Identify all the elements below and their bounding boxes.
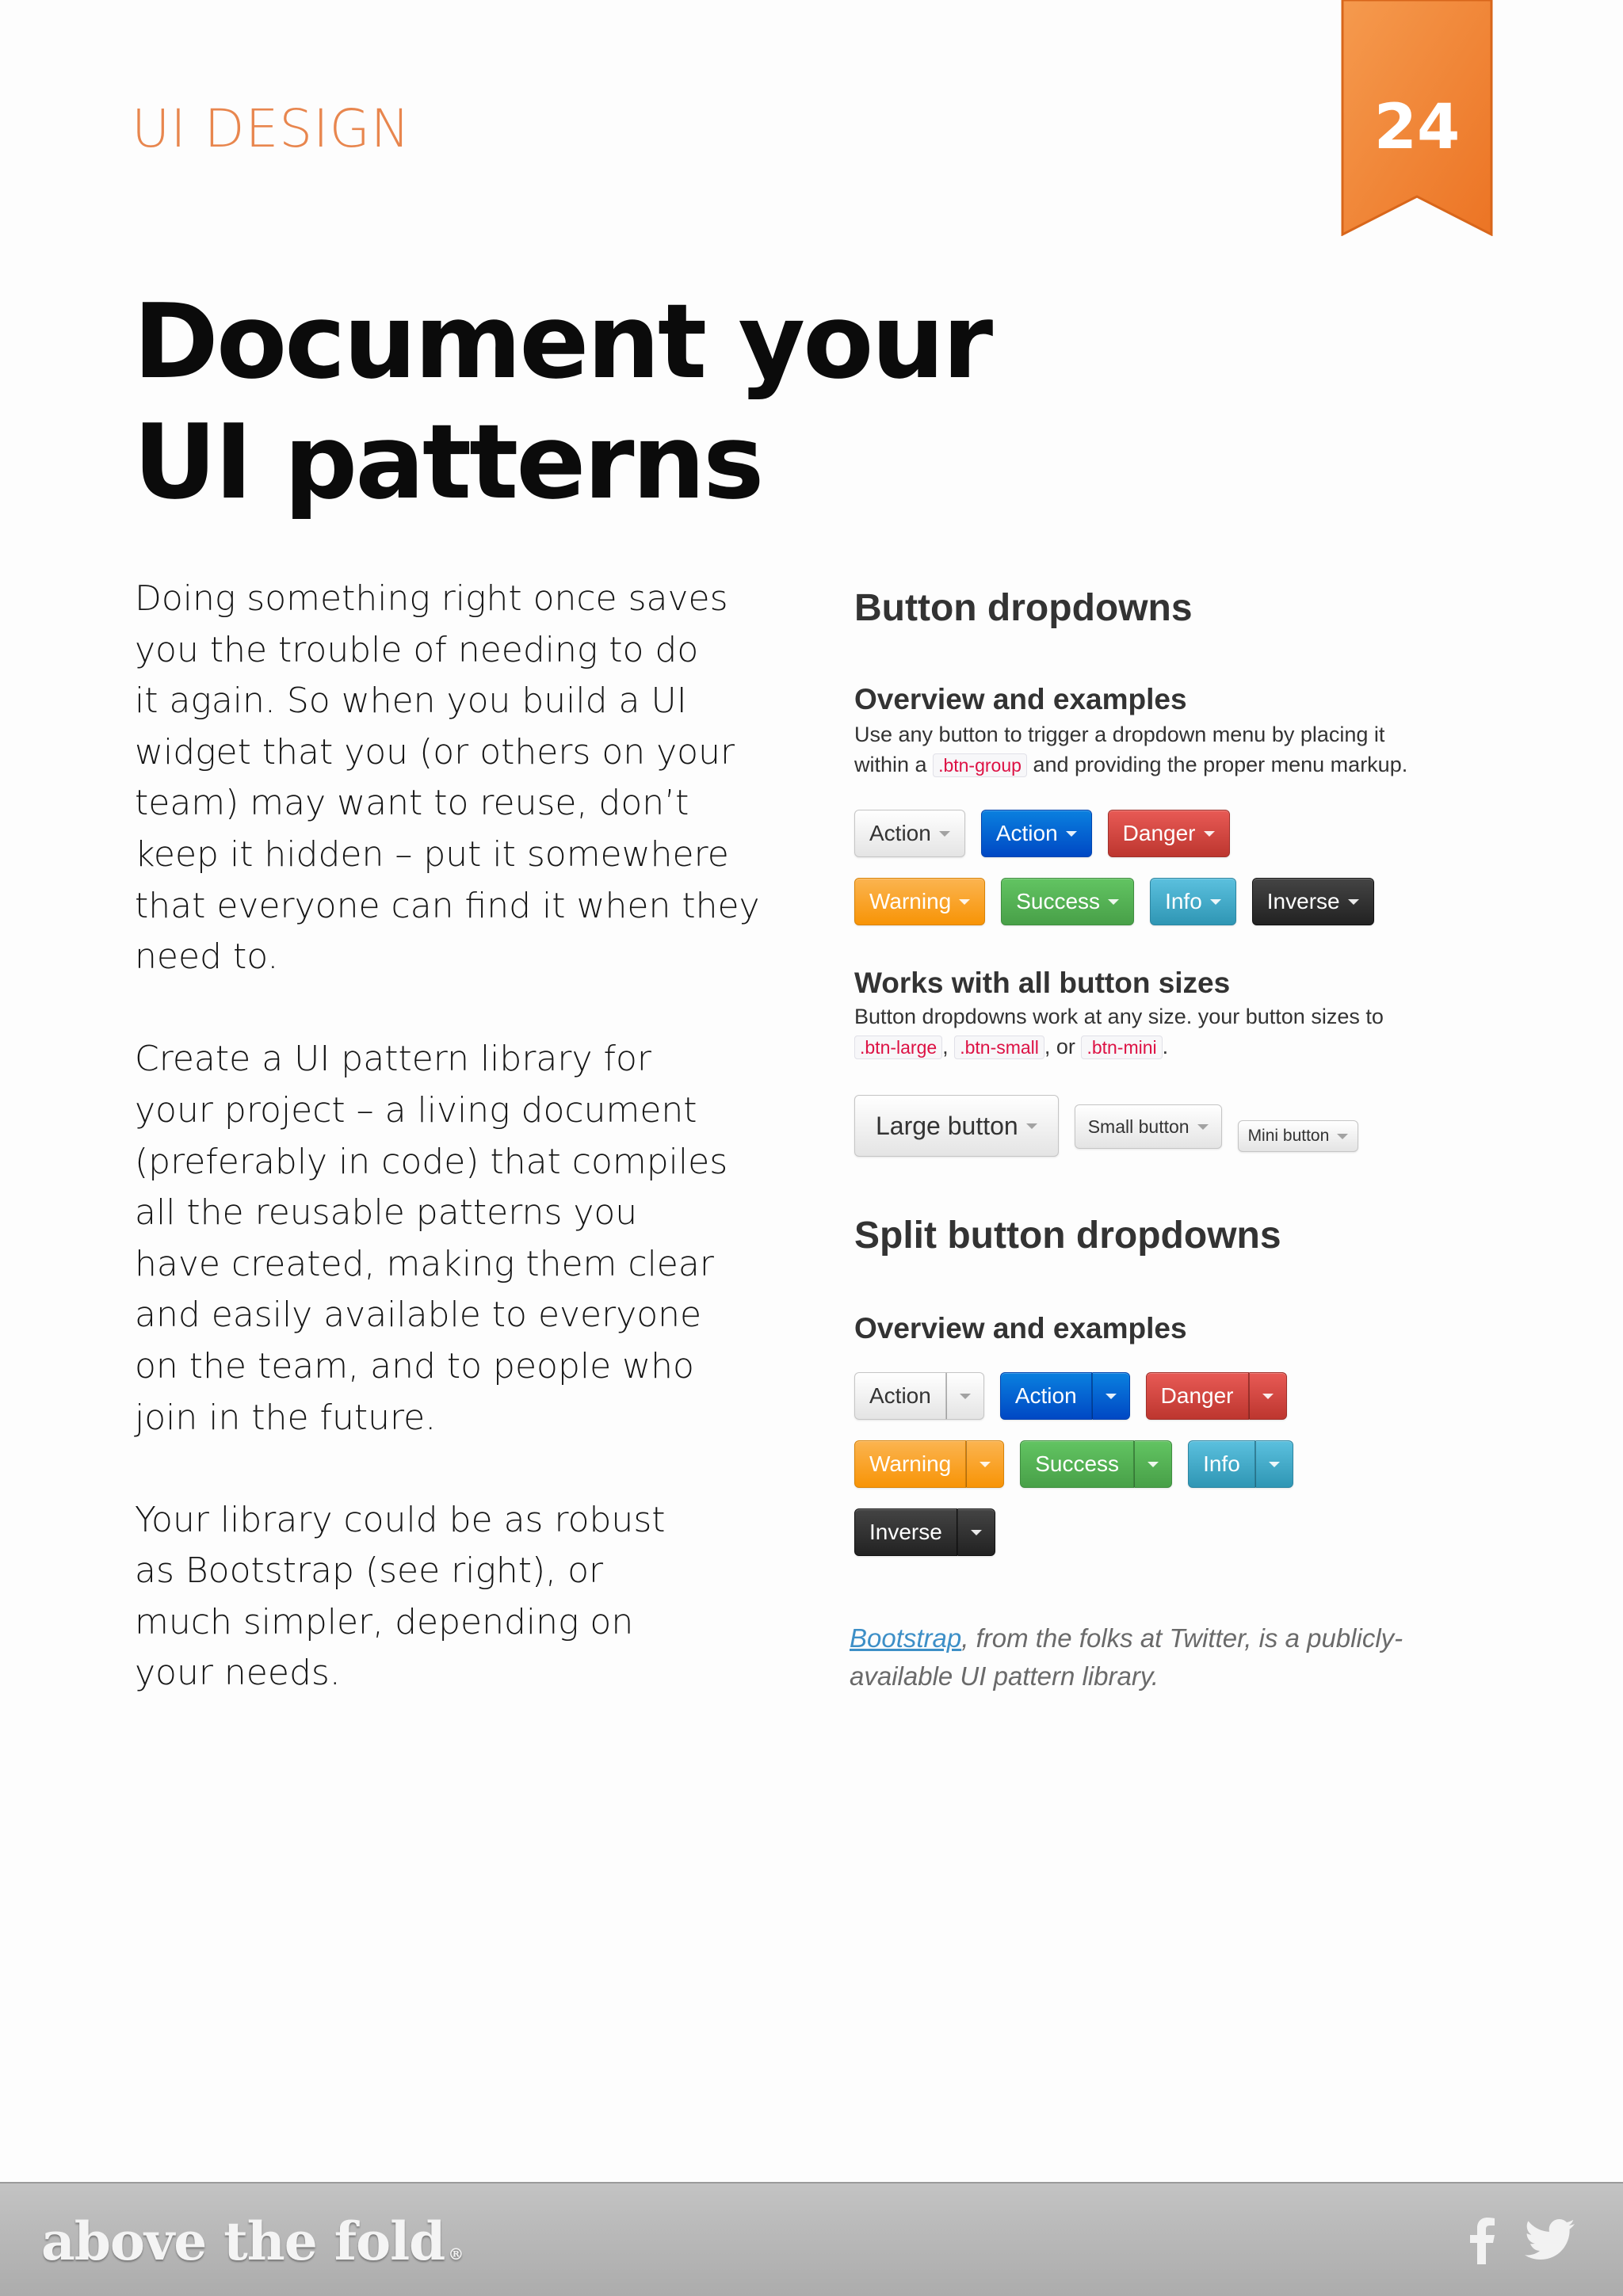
page-number-ribbon xyxy=(1341,0,1493,236)
button-label: Large button xyxy=(876,1111,1018,1140)
desc-line: Use any button to trigger a dropdown menu by placing it xyxy=(854,723,1385,746)
warning-dropdown-button[interactable] xyxy=(854,878,985,925)
caption-line: available UI pattern library. xyxy=(850,1661,1159,1691)
text-line: as Bootstrap (see right), or xyxy=(135,1550,604,1592)
logo-text: above the fold xyxy=(41,2210,445,2272)
desc-line: Button dropdowns work at any size. your button sizes to xyxy=(854,1005,1384,1028)
split-inverse-main[interactable]: Inverse xyxy=(854,1508,957,1556)
inverse-dropdown-button[interactable] xyxy=(1252,878,1374,925)
text-line: you the trouble of needing to do xyxy=(135,629,699,670)
caret-down-icon xyxy=(1106,1394,1117,1399)
page-title-line: UI patterns xyxy=(133,402,762,522)
action-primary-dropdown-button[interactable] xyxy=(981,810,1092,857)
desc-text: and providing the proper menu markup. xyxy=(1033,753,1408,776)
small-dropdown-button[interactable] xyxy=(1075,1104,1222,1149)
footer-logo xyxy=(41,2210,464,2272)
caret-down-icon xyxy=(1066,831,1077,837)
caption-line xyxy=(850,1619,1531,1657)
caret-down-icon xyxy=(1269,1462,1280,1467)
action-dropdown-button[interactable] xyxy=(854,810,965,857)
button-label: Small button xyxy=(1087,1116,1190,1137)
bootstrap-link[interactable]: Bootstrap xyxy=(850,1623,962,1653)
text-line: on the team, and to people who xyxy=(135,1345,694,1386)
caret-down-icon xyxy=(960,1394,971,1399)
text-line: all the reusable patterns you xyxy=(135,1192,638,1234)
text-line: have created, making them clear xyxy=(135,1243,714,1284)
sizes-description xyxy=(854,1001,1384,1062)
split-row-2 xyxy=(854,1440,1309,1488)
overview-heading: Overview and examples xyxy=(854,683,1187,715)
mini-dropdown-button[interactable] xyxy=(1238,1120,1359,1152)
info-dropdown-button[interactable] xyxy=(1150,878,1236,925)
desc-text: within a xyxy=(854,753,927,776)
size-buttons-row xyxy=(854,1095,1374,1157)
success-dropdown-button[interactable] xyxy=(1001,878,1134,925)
code-btn-group: .btn-group xyxy=(933,753,1027,777)
desc-text: . xyxy=(1162,1035,1169,1058)
caret-down-icon xyxy=(980,1462,991,1467)
caret-down-icon xyxy=(971,1530,982,1535)
caret-down-icon xyxy=(1204,831,1215,837)
split-primary-button xyxy=(1000,1372,1130,1420)
split-inverse-button xyxy=(854,1508,995,1556)
button-label: Action xyxy=(869,821,931,845)
facebook-icon[interactable] xyxy=(1468,2217,1496,2264)
text-line: Doing something right once saves xyxy=(135,578,728,619)
twitter-bird-icon[interactable] xyxy=(1525,2217,1575,2264)
button-label: Info xyxy=(1165,889,1202,913)
text-line: keep it hidden – put it somewhere xyxy=(135,833,729,875)
danger-dropdown-button[interactable] xyxy=(1108,810,1230,857)
text-line: and easily available to everyone xyxy=(135,1295,702,1336)
button-label: Inverse xyxy=(1266,889,1340,913)
split-dropdowns-heading: Split button dropdowns xyxy=(854,1215,1281,1257)
split-action-toggle[interactable] xyxy=(946,1372,984,1420)
footer-bar xyxy=(0,2182,1623,2296)
split-danger-button xyxy=(1146,1372,1287,1420)
text-line: much simpler, depending on xyxy=(135,1601,634,1642)
split-success-main[interactable]: Success xyxy=(1020,1440,1134,1488)
figure-caption xyxy=(850,1619,1531,1695)
text-line: need to. xyxy=(135,936,279,978)
section-label: UI DESIGN xyxy=(132,98,411,159)
text-line: that everyone can find it when they xyxy=(135,885,760,926)
caret-down-icon xyxy=(1262,1394,1274,1399)
button-label: Mini button xyxy=(1247,1127,1330,1145)
text-line: (preferably in code) that compiles xyxy=(135,1141,728,1182)
split-info-button xyxy=(1188,1440,1293,1488)
split-primary-toggle[interactable] xyxy=(1092,1372,1130,1420)
dropdown-row-1 xyxy=(854,810,1246,857)
split-primary-main[interactable]: Action xyxy=(1000,1372,1092,1420)
button-label: Warning xyxy=(869,889,952,913)
button-dropdowns-heading: Button dropdowns xyxy=(854,587,1193,629)
text-line: your needs. xyxy=(135,1653,341,1694)
caret-down-icon xyxy=(1026,1123,1037,1129)
caret-down-icon xyxy=(1210,899,1221,905)
page-title xyxy=(133,281,991,522)
split-inverse-toggle[interactable] xyxy=(957,1508,995,1556)
split-overview-heading: Overview and examples xyxy=(854,1312,1187,1344)
desc-text: , or xyxy=(1044,1035,1075,1058)
split-success-button xyxy=(1020,1440,1172,1488)
button-label: Danger xyxy=(1122,821,1196,845)
button-label: Action xyxy=(995,821,1058,845)
text-line: join in the future. xyxy=(135,1397,437,1438)
caret-down-icon xyxy=(959,899,970,905)
dropdown-row-2 xyxy=(854,878,1390,925)
body-text xyxy=(135,574,785,1751)
caret-down-icon xyxy=(1348,899,1359,905)
split-row-1 xyxy=(854,1372,1303,1420)
text-line: Your library could be as robust xyxy=(135,1499,666,1540)
text-line: widget that you (or others on your xyxy=(135,731,735,772)
desc-text: , xyxy=(942,1035,949,1058)
split-row-3 xyxy=(854,1508,1011,1556)
paragraph xyxy=(135,1034,785,1444)
split-warning-button xyxy=(854,1440,1004,1488)
split-danger-toggle[interactable] xyxy=(1249,1372,1287,1420)
desc-line xyxy=(854,1032,1384,1062)
split-info-toggle[interactable] xyxy=(1255,1440,1293,1488)
button-label: Success xyxy=(1016,889,1101,913)
split-warning-main[interactable]: Warning xyxy=(854,1440,966,1488)
text-line: Create a UI pattern library for xyxy=(135,1039,652,1080)
code-btn-large: .btn-large xyxy=(854,1035,942,1059)
text-line: it again. So when you build a UI xyxy=(135,681,687,722)
caption-text: , from the folks at Twitter, is a publicly- xyxy=(961,1623,1403,1653)
caret-down-icon xyxy=(1337,1134,1348,1139)
split-success-toggle[interactable] xyxy=(1134,1440,1172,1488)
text-line: your project – a living document xyxy=(135,1089,697,1131)
split-info-main[interactable]: Info xyxy=(1188,1440,1255,1488)
code-btn-mini: .btn-mini xyxy=(1081,1035,1162,1059)
paragraph xyxy=(135,574,785,983)
split-danger-main[interactable]: Danger xyxy=(1146,1372,1249,1420)
paragraph xyxy=(135,1495,785,1699)
split-warning-toggle[interactable] xyxy=(966,1440,1004,1488)
registered-mark: ® xyxy=(448,2245,464,2264)
split-action-button xyxy=(854,1372,984,1420)
sizes-heading: Works with all button sizes xyxy=(854,967,1231,999)
code-btn-small: .btn-small xyxy=(954,1035,1044,1059)
text-line: team) may want to reuse, don’t xyxy=(135,783,689,824)
caret-down-icon xyxy=(939,831,950,837)
large-dropdown-button[interactable] xyxy=(854,1095,1059,1157)
overview-description xyxy=(854,719,1407,780)
page-title-line: Document your xyxy=(133,281,991,402)
desc-line xyxy=(854,749,1407,780)
caret-down-icon xyxy=(1148,1462,1159,1467)
split-action-main[interactable]: Action xyxy=(854,1372,946,1420)
caret-down-icon xyxy=(1197,1124,1209,1130)
caret-down-icon xyxy=(1108,899,1119,905)
page-number: 24 xyxy=(1373,92,1461,163)
